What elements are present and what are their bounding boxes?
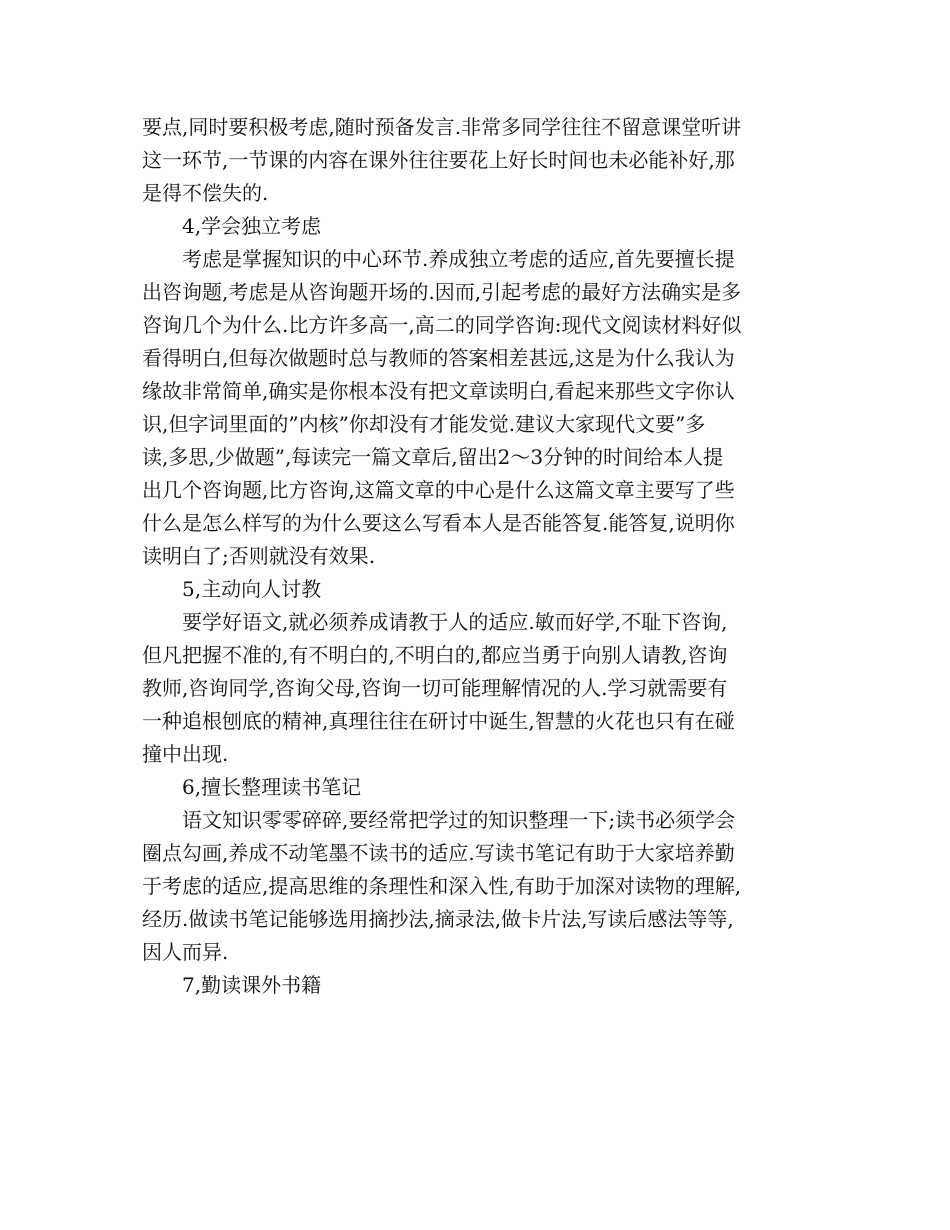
paragraph-reading-notes [142, 804, 810, 969]
text-line: 撞中出现. [142, 742, 229, 766]
text-line: 什么是怎么样写的为什么要这么写看本人是否能答复.能答复,说明你 [142, 511, 735, 535]
text-line: 缘故非常简单,确实是你根本没有把文章读明白,看起来那些文字你认 [142, 379, 735, 403]
section-heading-5 [142, 573, 810, 606]
paragraph-listening-continuation [142, 111, 810, 210]
text-line: 这一环节,一节课的内容在课外往往要花上好长时间也未必能补好,那 [142, 148, 735, 172]
text-line: 读明白了;否则就没有效果. [142, 544, 376, 568]
text-line: 是得不偿失的. [142, 181, 269, 205]
section-heading-4 [142, 210, 810, 243]
text-line: 圈点勾画,养成不动笔墨不读书的适应.写读书笔记有助于大家培养勤 [142, 841, 735, 865]
heading-text: 7,勤读课外书籍 [182, 973, 322, 997]
text-line: 看得明白,但每次做题时总与教师的答案相差甚远,这是为什么我认为 [142, 346, 735, 370]
heading-text: 4,学会独立考虑 [182, 214, 322, 238]
text-line: 要学好语文,就必须养成请教于人的适应.敏而好学,不耻下咨询, [182, 610, 728, 634]
text-line: 于考虑的适应,提高思维的条理性和深入性,有助于加深对读物的理解, [142, 874, 742, 898]
paragraph-independent-thinking [142, 243, 810, 573]
heading-text: 5,主动向人讨教 [182, 577, 322, 601]
paragraph-ask-others [142, 606, 810, 771]
text-line: 要点,同时要积极考虑,随时预备发言.非常多同学往往不留意课堂听讲 [142, 115, 742, 139]
text-line: 但凡把握不准的,有不明白的,不明白的,都应当勇于向别人请教,咨询 [142, 643, 728, 667]
heading-text: 6,擅长整理读书笔记 [182, 775, 362, 799]
text-line: 语文知识零零碎碎,要经常把学过的知识整理一下;读书必须学会 [182, 808, 736, 832]
document-body [142, 111, 810, 1002]
text-line: 出几个咨询题,比方咨询,这篇文章的中心是什么这篇文章主要写了些 [142, 478, 735, 502]
text-line: 考虑是掌握知识的中心环节.养成独立考虑的适应,首先要擅长提 [182, 247, 735, 271]
text-line: 因人而异. [142, 940, 229, 964]
text-line: 识,但字词里面的”内核”你却没有才能发觉.建议大家现代文要”多 [142, 412, 706, 436]
text-line: 读,多思,少做题”,每读完一篇文章后,留出2～3分钟的时间给本人提 [142, 445, 724, 469]
text-line: 一种追根刨底的精神,真理往往在研讨中诞生,智慧的火花也只有在碰 [142, 709, 735, 733]
text-line: 经历.做读书笔记能够选用摘抄法,摘录法,做卡片法,写读后感法等等, [142, 907, 734, 931]
text-line: 咨询几个为什么.比方许多高一,高二的同学咨询:现代文阅读材料好似 [142, 313, 742, 337]
section-heading-6 [142, 771, 810, 804]
text-line: 教师,咨询同学,咨询父母,咨询一切可能理解情况的人.学习就需要有 [142, 676, 728, 700]
section-heading-7 [142, 969, 810, 1002]
text-line: 出咨询题,考虑是从咨询题开场的.因而,引起考虑的最好方法确实是多 [142, 280, 742, 304]
